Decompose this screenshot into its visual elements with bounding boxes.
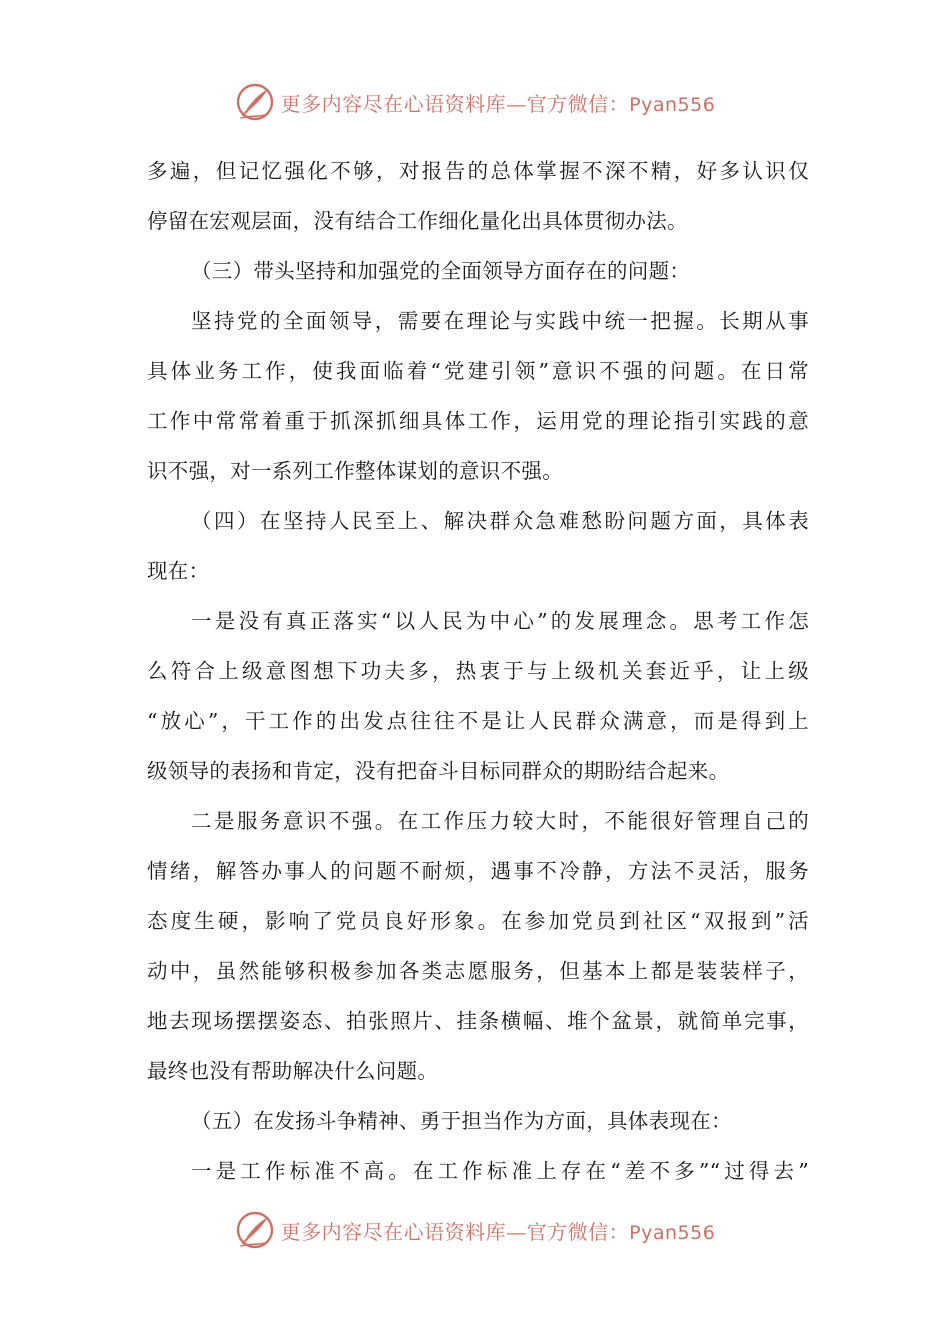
- section-heading: （三）带头坚持和加强党的全面领导方面存在的问题：: [191, 259, 691, 283]
- text-line: 识不强，对一系列工作整体谋划的意识不强。: [147, 459, 563, 483]
- text-line: 现在：: [147, 559, 210, 583]
- text-line: 最终也没有帮助解决什么问题。: [147, 1059, 439, 1083]
- section-heading: （五）在发扬斗争精神、勇于担当作为方面，具体表现在：: [191, 1109, 732, 1133]
- text-line: 动中，虽然能够积极参加各类志愿服务，但基本上都是装装样子，: [147, 959, 809, 983]
- text-line: 具体业务工作，使我面临着“党建引领”意识不强的问题。在日常: [147, 359, 809, 383]
- quill-logo-icon: [235, 82, 275, 122]
- text-line: 一是工作标准不高。在工作标准上存在“差不多”“过得去”: [191, 1159, 809, 1183]
- watermark-text: 更多内容尽在心语资料库—官方微信：Pyan556: [280, 1219, 716, 1244]
- footer-watermark: [0, 1208, 950, 1252]
- text-line: 停留在宏观层面，没有结合工作细化量化出具体贯彻办法。: [147, 209, 688, 233]
- text-line: 工作中常常着重于抓深抓细具体工作，运用党的理论指引实践的意: [147, 409, 809, 433]
- text-line: 情绪，解答办事人的问题不耐烦，遇事不冷静，方法不灵活，服务: [147, 859, 809, 883]
- text-line: 级领导的表扬和肯定，没有把奋斗目标同群众的期盼结合起来。: [147, 759, 730, 783]
- text-line: 多遍，但记忆强化不够，对报告的总体掌握不深不精，好多认识仅: [147, 159, 809, 183]
- watermark-text: 更多内容尽在心语资料库—官方微信：Pyan556: [280, 91, 716, 116]
- quill-logo-icon: [235, 1210, 275, 1250]
- text-line: “放心”，干工作的出发点往往不是让人民群众满意，而是得到上: [147, 709, 809, 733]
- text-line: 坚持党的全面领导，需要在理论与实践中统一把握。长期从事: [191, 309, 809, 333]
- text-line: 地去现场摆摆姿态、拍张照片、挂条横幅、堆个盆景，就简单完事，: [147, 1009, 809, 1033]
- text-line: 二是服务意识不强。在工作压力较大时，不能很好管理自己的: [191, 809, 809, 833]
- text-line: 么符合上级意图想下功夫多，热衷于与上级机关套近乎，让上级: [147, 659, 809, 683]
- section-heading: （四）在坚持人民至上、解决群众急难愁盼问题方面，具体表: [191, 509, 809, 533]
- document-body: [147, 146, 809, 1196]
- text-line: 态度生硬，影响了党员良好形象。在参加党员到社区“双报到”活: [147, 909, 809, 933]
- header-watermark: [0, 80, 950, 124]
- text-line: 一是没有真正落实“以人民为中心”的发展理念。思考工作怎: [191, 609, 809, 633]
